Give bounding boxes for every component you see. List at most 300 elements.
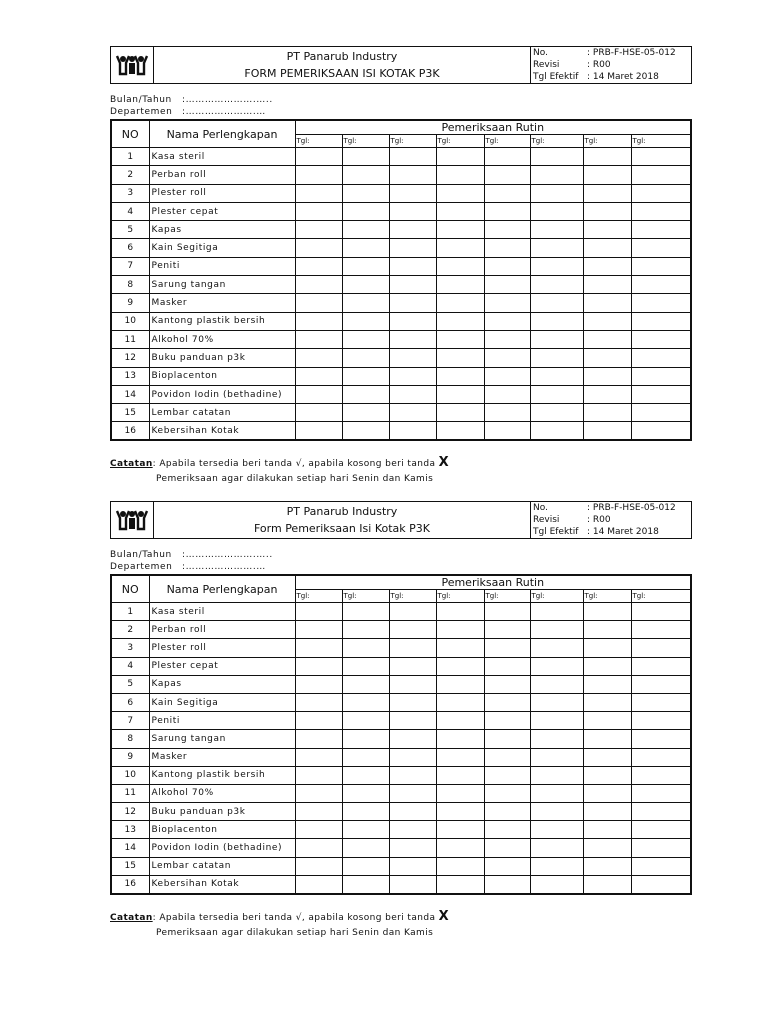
check-cell[interactable] [389, 166, 436, 184]
item-number: 3 [111, 639, 149, 657]
check-cell[interactable] [389, 784, 436, 802]
item-number: 6 [111, 693, 149, 711]
date-column-header: Tgl: [295, 590, 342, 603]
check-cell[interactable] [484, 367, 530, 385]
check-cell[interactable] [583, 221, 631, 239]
check-cell[interactable] [484, 221, 530, 239]
check-cell[interactable] [583, 367, 631, 385]
check-cell[interactable] [295, 330, 342, 348]
check-cell[interactable] [484, 784, 530, 802]
item-name: Plester cepat [149, 657, 295, 675]
item-number: 7 [111, 712, 149, 730]
check-cell[interactable] [530, 422, 583, 440]
check-cell[interactable] [295, 184, 342, 202]
check-cell[interactable] [295, 422, 342, 440]
check-cell[interactable] [389, 239, 436, 257]
check-cell[interactable] [484, 875, 530, 893]
check-cell[interactable] [436, 693, 484, 711]
check-cell[interactable] [389, 857, 436, 875]
check-cell[interactable] [342, 748, 389, 766]
check-cell[interactable] [436, 857, 484, 875]
check-cell[interactable] [436, 294, 484, 312]
table-row [111, 148, 691, 166]
check-cell[interactable] [583, 621, 631, 639]
check-cell[interactable] [484, 349, 530, 367]
check-cell[interactable] [583, 257, 631, 275]
check-cell[interactable] [295, 621, 342, 639]
check-cell[interactable] [631, 221, 691, 239]
check-cell[interactable] [631, 312, 691, 330]
check-cell[interactable] [342, 166, 389, 184]
check-cell[interactable] [631, 422, 691, 440]
check-cell[interactable] [484, 748, 530, 766]
check-cell[interactable] [295, 657, 342, 675]
check-cell[interactable] [436, 712, 484, 730]
check-cell[interactable] [583, 821, 631, 839]
check-cell[interactable] [389, 621, 436, 639]
check-cell[interactable] [389, 875, 436, 893]
check-cell[interactable] [389, 312, 436, 330]
check-cell[interactable] [389, 367, 436, 385]
check-cell[interactable] [583, 603, 631, 621]
check-cell[interactable] [530, 621, 583, 639]
check-cell[interactable] [342, 184, 389, 202]
item-name: Kebersihan Kotak [149, 875, 295, 893]
check-cell[interactable] [389, 657, 436, 675]
check-cell[interactable] [530, 239, 583, 257]
check-cell[interactable] [295, 166, 342, 184]
check-cell[interactable] [530, 766, 583, 784]
check-cell[interactable] [583, 784, 631, 802]
check-cell[interactable] [436, 821, 484, 839]
check-cell[interactable] [631, 766, 691, 784]
check-cell[interactable] [583, 330, 631, 348]
check-cell[interactable] [436, 349, 484, 367]
item-name: Masker [149, 748, 295, 766]
check-cell[interactable] [484, 276, 530, 294]
check-cell[interactable] [295, 803, 342, 821]
check-cell[interactable] [295, 202, 342, 220]
check-cell[interactable] [631, 803, 691, 821]
check-cell[interactable] [530, 367, 583, 385]
check-cell[interactable] [583, 730, 631, 748]
check-cell[interactable] [342, 766, 389, 784]
table-row [111, 603, 691, 621]
check-cell[interactable] [295, 148, 342, 166]
bulan-tahun-field[interactable]: Bulan/Tahun :………………….….. [110, 95, 273, 105]
check-cell[interactable] [583, 148, 631, 166]
check-cell[interactable] [342, 639, 389, 657]
check-cell[interactable] [583, 875, 631, 893]
check-cell[interactable] [530, 821, 583, 839]
check-cell[interactable] [295, 276, 342, 294]
check-cell[interactable] [436, 730, 484, 748]
item-number: 6 [111, 239, 149, 257]
check-cell[interactable] [484, 766, 530, 784]
date-column-header: Tgl: [484, 135, 530, 148]
check-cell[interactable] [631, 385, 691, 403]
check-cell[interactable] [631, 603, 691, 621]
check-cell[interactable] [389, 221, 436, 239]
check-cell[interactable] [295, 349, 342, 367]
check-cell[interactable] [295, 712, 342, 730]
note [110, 909, 692, 941]
check-cell[interactable] [389, 766, 436, 784]
check-cell[interactable] [631, 730, 691, 748]
check-cell[interactable] [530, 330, 583, 348]
check-cell[interactable] [631, 657, 691, 675]
check-cell[interactable] [631, 621, 691, 639]
check-cell[interactable] [631, 330, 691, 348]
check-cell[interactable] [295, 693, 342, 711]
check-cell[interactable] [484, 148, 530, 166]
check-cell[interactable] [436, 803, 484, 821]
check-cell[interactable] [484, 639, 530, 657]
check-cell[interactable] [530, 166, 583, 184]
check-cell[interactable] [342, 621, 389, 639]
check-cell[interactable] [389, 730, 436, 748]
item-name: Plester roll [149, 639, 295, 657]
date-column-header: Tgl: [342, 590, 389, 603]
check-cell[interactable] [583, 312, 631, 330]
check-cell[interactable] [295, 603, 342, 621]
check-cell[interactable] [631, 784, 691, 802]
check-cell[interactable] [342, 404, 389, 422]
check-cell[interactable] [342, 784, 389, 802]
check-cell[interactable] [342, 657, 389, 675]
item-number: 4 [111, 657, 149, 675]
check-cell[interactable] [436, 784, 484, 802]
check-cell[interactable] [295, 857, 342, 875]
check-cell[interactable] [436, 367, 484, 385]
item-number: 7 [111, 257, 149, 275]
check-cell[interactable] [342, 239, 389, 257]
item-number: 16 [111, 422, 149, 440]
check-cell[interactable] [583, 693, 631, 711]
check-cell[interactable] [583, 675, 631, 693]
check-cell[interactable] [583, 202, 631, 220]
note-label: Catatan [110, 912, 153, 923]
check-cell[interactable] [530, 276, 583, 294]
check-cell[interactable] [631, 257, 691, 275]
check-cell[interactable] [342, 202, 389, 220]
check-cell[interactable] [436, 675, 484, 693]
check-cell[interactable] [484, 803, 530, 821]
item-number: 10 [111, 766, 149, 784]
check-cell[interactable] [484, 657, 530, 675]
check-cell[interactable] [631, 875, 691, 893]
check-cell[interactable] [342, 148, 389, 166]
check-cell[interactable] [342, 875, 389, 893]
check-cell[interactable] [342, 675, 389, 693]
check-cell[interactable] [631, 693, 691, 711]
check-cell[interactable] [436, 330, 484, 348]
check-cell[interactable] [342, 294, 389, 312]
check-cell[interactable] [295, 367, 342, 385]
check-cell[interactable] [484, 712, 530, 730]
check-cell[interactable] [484, 385, 530, 403]
check-cell[interactable] [484, 184, 530, 202]
check-cell[interactable] [295, 784, 342, 802]
check-cell[interactable] [389, 184, 436, 202]
check-cell[interactable] [436, 603, 484, 621]
check-cell[interactable] [530, 404, 583, 422]
check-cell[interactable] [583, 276, 631, 294]
check-cell[interactable] [583, 239, 631, 257]
check-cell[interactable] [295, 675, 342, 693]
check-cell[interactable] [295, 257, 342, 275]
check-cell[interactable] [530, 712, 583, 730]
check-cell[interactable] [436, 748, 484, 766]
check-cell[interactable] [484, 330, 530, 348]
check-cell[interactable] [389, 639, 436, 657]
check-cell[interactable] [484, 294, 530, 312]
check-cell[interactable] [530, 257, 583, 275]
check-cell[interactable] [389, 349, 436, 367]
check-cell[interactable] [436, 839, 484, 857]
check-cell[interactable] [342, 385, 389, 403]
check-cell[interactable] [295, 748, 342, 766]
people-logo-icon [115, 507, 149, 533]
check-cell[interactable] [342, 603, 389, 621]
check-cell[interactable] [295, 312, 342, 330]
check-cell[interactable] [389, 693, 436, 711]
item-name: Plester cepat [149, 202, 295, 220]
check-cell[interactable] [631, 239, 691, 257]
check-cell[interactable] [631, 367, 691, 385]
check-cell[interactable] [484, 404, 530, 422]
departemen-field[interactable]: Departemen :………………….… [110, 107, 266, 117]
check-cell[interactable] [530, 675, 583, 693]
check-cell[interactable] [530, 839, 583, 857]
check-cell[interactable] [295, 294, 342, 312]
check-cell[interactable] [530, 184, 583, 202]
check-cell[interactable] [530, 148, 583, 166]
date-column-header: Tgl: [631, 135, 691, 148]
item-name: Buku panduan p3k [149, 803, 295, 821]
inspection-form-2 [110, 501, 692, 941]
check-cell[interactable] [530, 730, 583, 748]
check-cell[interactable] [295, 875, 342, 893]
check-cell[interactable] [583, 857, 631, 875]
item-name: Kasa steril [149, 148, 295, 166]
check-cell[interactable] [389, 839, 436, 857]
check-cell[interactable] [389, 675, 436, 693]
col-name-header: Nama Perlengkapan [149, 575, 295, 603]
check-cell[interactable] [530, 312, 583, 330]
check-cell[interactable] [389, 748, 436, 766]
item-number: 1 [111, 603, 149, 621]
check-cell[interactable] [436, 257, 484, 275]
check-cell[interactable] [583, 184, 631, 202]
table-row [111, 748, 691, 766]
check-cell[interactable] [631, 857, 691, 875]
check-cell[interactable] [389, 202, 436, 220]
check-cell[interactable] [389, 385, 436, 403]
check-cell[interactable] [342, 312, 389, 330]
check-cell[interactable] [295, 221, 342, 239]
check-cell[interactable] [436, 766, 484, 784]
check-cell[interactable] [389, 821, 436, 839]
check-cell[interactable] [342, 839, 389, 857]
check-cell[interactable] [583, 639, 631, 657]
departemen-field[interactable]: Departemen :………………….… [110, 562, 266, 572]
note-schedule: Pemeriksaan agar dilakukan setiap hari Senin dan Kamis [156, 474, 434, 485]
check-cell[interactable] [530, 875, 583, 893]
check-cell[interactable] [436, 184, 484, 202]
item-name: Kantong plastik bersih [149, 312, 295, 330]
check-cell[interactable] [342, 693, 389, 711]
check-cell[interactable] [342, 330, 389, 348]
check-cell[interactable] [583, 803, 631, 821]
check-cell[interactable] [530, 603, 583, 621]
check-cell[interactable] [484, 839, 530, 857]
check-cell[interactable] [436, 404, 484, 422]
check-cell[interactable] [583, 166, 631, 184]
check-cell[interactable] [530, 385, 583, 403]
check-cell[interactable] [530, 693, 583, 711]
check-cell[interactable] [583, 766, 631, 784]
check-cell[interactable] [631, 294, 691, 312]
check-cell[interactable] [631, 276, 691, 294]
check-cell[interactable] [484, 166, 530, 184]
check-cell[interactable] [295, 821, 342, 839]
form-header [110, 46, 692, 84]
table-row [111, 839, 691, 857]
check-cell[interactable] [342, 730, 389, 748]
check-cell[interactable] [436, 221, 484, 239]
check-cell[interactable] [631, 821, 691, 839]
check-cell[interactable] [389, 404, 436, 422]
check-cell[interactable] [530, 202, 583, 220]
check-cell[interactable] [583, 404, 631, 422]
check-cell[interactable] [389, 276, 436, 294]
check-cell[interactable] [484, 202, 530, 220]
check-cell[interactable] [484, 621, 530, 639]
check-cell[interactable] [436, 385, 484, 403]
check-cell[interactable] [389, 712, 436, 730]
check-cell[interactable] [342, 221, 389, 239]
check-cell[interactable] [484, 312, 530, 330]
date-column-header: Tgl: [342, 135, 389, 148]
check-cell[interactable] [342, 276, 389, 294]
check-cell[interactable] [436, 657, 484, 675]
check-cell[interactable] [436, 202, 484, 220]
check-cell[interactable] [342, 821, 389, 839]
check-cell[interactable] [631, 748, 691, 766]
check-cell[interactable] [484, 821, 530, 839]
table-row [111, 221, 691, 239]
check-cell[interactable] [530, 639, 583, 657]
table-row [111, 821, 691, 839]
check-cell[interactable] [342, 803, 389, 821]
check-cell[interactable] [342, 857, 389, 875]
check-cell[interactable] [484, 257, 530, 275]
check-cell[interactable] [484, 239, 530, 257]
check-cell[interactable] [295, 766, 342, 784]
check-cell[interactable] [484, 603, 530, 621]
check-cell[interactable] [530, 857, 583, 875]
check-cell[interactable] [530, 349, 583, 367]
check-cell[interactable] [530, 803, 583, 821]
col-check-header: Pemeriksaan Rutin [295, 575, 691, 590]
check-cell[interactable] [631, 184, 691, 202]
check-cell[interactable] [389, 803, 436, 821]
check-cell[interactable] [484, 693, 530, 711]
bulan-tahun-field[interactable]: Bulan/Tahun :………………….….. [110, 550, 273, 560]
check-cell[interactable] [631, 148, 691, 166]
check-cell[interactable] [436, 276, 484, 294]
check-cell[interactable] [583, 349, 631, 367]
check-cell[interactable] [631, 839, 691, 857]
check-cell[interactable] [583, 422, 631, 440]
check-cell[interactable] [389, 422, 436, 440]
check-cell[interactable] [484, 857, 530, 875]
check-cell[interactable] [631, 639, 691, 657]
check-cell[interactable] [631, 349, 691, 367]
check-cell[interactable] [631, 675, 691, 693]
check-cell[interactable] [436, 312, 484, 330]
check-cell[interactable] [631, 404, 691, 422]
check-cell[interactable] [530, 221, 583, 239]
check-cell[interactable] [583, 839, 631, 857]
table-row [111, 257, 691, 275]
check-cell[interactable] [530, 748, 583, 766]
check-cell[interactable] [631, 712, 691, 730]
check-cell[interactable] [295, 839, 342, 857]
check-cell[interactable] [583, 385, 631, 403]
check-cell[interactable] [342, 712, 389, 730]
check-cell[interactable] [436, 422, 484, 440]
check-cell[interactable] [436, 148, 484, 166]
check-cell[interactable] [436, 639, 484, 657]
check-cell[interactable] [295, 639, 342, 657]
check-cell[interactable] [295, 404, 342, 422]
check-cell[interactable] [530, 784, 583, 802]
check-cell[interactable] [631, 202, 691, 220]
check-cell[interactable] [583, 712, 631, 730]
item-name: Sarung tangan [149, 276, 295, 294]
check-cell[interactable] [530, 294, 583, 312]
check-cell[interactable] [295, 730, 342, 748]
check-cell[interactable] [484, 730, 530, 748]
check-cell[interactable] [295, 239, 342, 257]
check-cell[interactable] [342, 257, 389, 275]
form-meta [110, 549, 692, 573]
check-cell[interactable] [342, 422, 389, 440]
check-cell[interactable] [436, 239, 484, 257]
check-cell[interactable] [436, 166, 484, 184]
check-cell[interactable] [295, 385, 342, 403]
check-cell[interactable] [342, 367, 389, 385]
check-cell[interactable] [436, 875, 484, 893]
check-cell[interactable] [583, 294, 631, 312]
check-cell[interactable] [530, 657, 583, 675]
check-cell[interactable] [389, 603, 436, 621]
check-cell[interactable] [389, 294, 436, 312]
check-cell[interactable] [436, 621, 484, 639]
check-cell[interactable] [389, 257, 436, 275]
check-cell[interactable] [631, 166, 691, 184]
check-cell[interactable] [583, 748, 631, 766]
check-cell[interactable] [342, 349, 389, 367]
check-cell[interactable] [389, 330, 436, 348]
check-cell[interactable] [484, 422, 530, 440]
check-cell[interactable] [484, 675, 530, 693]
check-cell[interactable] [583, 657, 631, 675]
date-column-header: Tgl: [436, 590, 484, 603]
check-cell[interactable] [389, 148, 436, 166]
